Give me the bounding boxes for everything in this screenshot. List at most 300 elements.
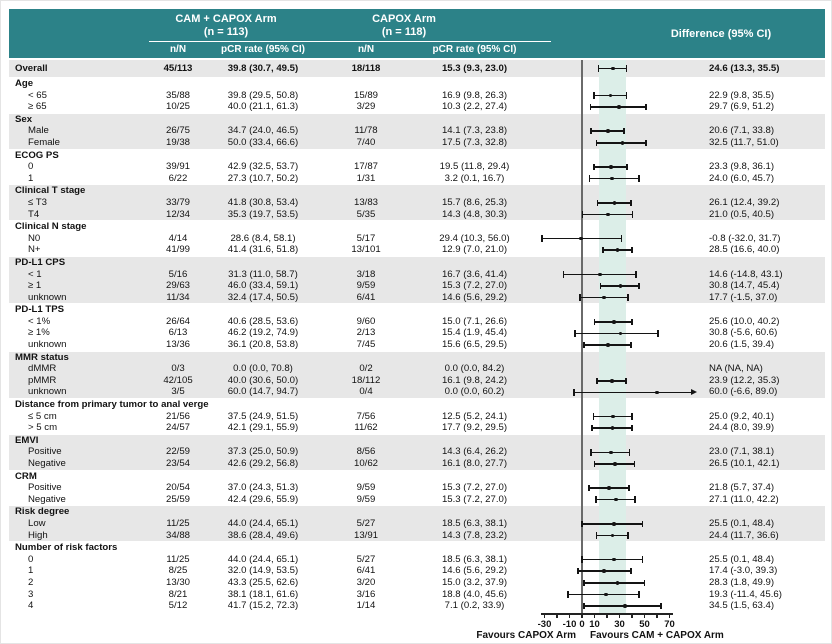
arm2-nn-value: 10/62: [353, 458, 378, 469]
difference-header: Difference (95% CI): [670, 27, 772, 40]
difference-value: 20.6 (1.5, 39.4): [709, 339, 775, 351]
arm1-nn-value: 21/56: [165, 410, 190, 422]
ci-cap-left: [593, 92, 595, 98]
axis-tick-label: 30: [614, 619, 625, 630]
ci-cap-left: [594, 461, 596, 467]
table-row: [9, 554, 825, 566]
table-row: [9, 339, 825, 351]
arm2-nn-value: 9/59: [356, 482, 376, 494]
ci-cap-left: [598, 65, 600, 71]
arm1-pcr-value: [207, 78, 319, 90]
difference-value: 29.7 (6.9, 51.2): [709, 101, 775, 113]
ci-point-estimate: [623, 604, 627, 608]
arm1-pcr-value: [207, 542, 319, 554]
arm2-pcr-value: 15.3 (7.2, 27.0): [441, 280, 508, 292]
subgroup-section: [9, 352, 825, 399]
arm2-pcr-value: [413, 257, 536, 269]
ci-cap-right: [660, 603, 662, 609]
difference-value: 34.5 (1.5, 63.4): [709, 600, 775, 612]
arm2-pcr-value: 29.4 (10.3, 56.0): [439, 232, 510, 244]
ci-point-estimate: [606, 343, 610, 347]
ci-cap-right: [623, 128, 625, 134]
subheader-plot-spacer: [536, 42, 706, 58]
table-row: [9, 363, 825, 375]
ci-cap-right: [642, 556, 644, 562]
ci-point-estimate: [609, 451, 613, 455]
subgroup-label: Male: [28, 125, 49, 137]
arm1-pcr-value: [207, 185, 319, 197]
difference-value: [706, 304, 825, 316]
subgroup-label: < 65: [28, 89, 47, 101]
axis-tick: [669, 613, 671, 618]
arm1-pcr-value: 42.4 (29.6, 55.9): [227, 493, 299, 505]
table-row: [9, 233, 825, 245]
ci-cap-right: [627, 532, 629, 538]
arm1-nn-value: [149, 506, 207, 518]
difference-value: [706, 114, 825, 126]
table-row: [9, 327, 825, 339]
arm1-pcr-value: 0.0 (0.0, 70.8): [233, 363, 293, 375]
arm2-pcr-value: 15.3 (9.3, 23.0): [441, 63, 508, 74]
arm1-pcr-value: [207, 399, 319, 411]
arm2-pcr-value: 0.0 (0.0, 84.2): [444, 363, 505, 375]
arm1-nn-value: 24/57: [165, 422, 190, 434]
ci-cap-left: [583, 342, 585, 348]
arm1-nn-value: 33/79: [165, 196, 190, 208]
arm1-nn-value: 3/5: [171, 386, 185, 398]
table-row: [9, 114, 825, 126]
arm1-pcr-value: 36.1 (20.8, 53.8): [227, 339, 299, 351]
arm2-pcr-value: 14.3 (4.8, 30.3): [441, 208, 508, 220]
subgroup-section: [9, 506, 825, 542]
arm2-pcr-value: 14.3 (6.4, 26.2): [441, 446, 508, 458]
axis-tick: [594, 613, 596, 618]
arm1-nn-value: 11/25: [166, 553, 190, 565]
arm2-nn-value: 9/59: [356, 493, 376, 505]
table-row: [9, 60, 825, 77]
ci-cap-right: [627, 294, 629, 300]
difference-value: 30.8 (14.7, 45.4): [709, 280, 780, 292]
subgroup-label: ≥ 1: [28, 280, 42, 292]
difference-value: 25.5 (0.1, 48.4): [709, 553, 775, 565]
arm1-pcr-value: [207, 150, 319, 162]
arm2-nn-value: [319, 506, 413, 518]
ci-point-estimate: [609, 165, 613, 169]
table-row: [9, 530, 825, 542]
table-row: [9, 435, 825, 447]
ci-point-estimate: [607, 486, 611, 490]
difference-value: [706, 150, 825, 162]
arm2-pcr-value: 15.4 (1.9, 45.4): [441, 327, 508, 339]
ci-cap-left: [596, 532, 598, 538]
difference-value: 28.3 (1.8, 49.9): [709, 576, 775, 588]
difference-value: [706, 185, 825, 197]
difference-value: 23.3 (9.8, 36.1): [709, 161, 775, 173]
arm1-pcr-value: [207, 352, 319, 364]
arm2-nn-value: [319, 542, 413, 554]
ci-line: [575, 333, 658, 335]
subgroup-section: [9, 471, 825, 507]
difference-value: 14.6 (-14.8, 43.1): [709, 268, 783, 280]
arm1-pcr-value: 32.4 (17.4, 50.5): [227, 291, 299, 303]
subgroup-label: Negative: [28, 493, 66, 505]
arm2-nn-value: 13/83: [353, 196, 378, 208]
table-row: [9, 352, 825, 364]
ci-line: [584, 582, 644, 584]
subgroup-label: 0: [28, 161, 34, 173]
table-row: [9, 386, 825, 398]
arm1-nn-value: 13/36: [165, 339, 190, 351]
difference-value: 24.0 (6.0, 45.7): [709, 172, 775, 184]
ci-point-estimate: [619, 284, 623, 288]
difference-value: [706, 221, 825, 233]
ci-cap-right: [635, 271, 637, 277]
ci-cap-left: [597, 200, 599, 206]
table-row: [9, 78, 825, 90]
subgroup-label: MMR status: [15, 351, 69, 363]
axis-tick-label: -30: [537, 619, 552, 630]
table-row: [9, 161, 825, 173]
ci-cap-left: [583, 580, 585, 586]
arm1-pcr-value: 40.0 (30.6, 50.0): [227, 374, 299, 386]
ci-cap-left: [541, 235, 543, 241]
ci-cap-left: [595, 496, 597, 502]
ci-cap-left: [581, 521, 583, 527]
subgroup-section: [9, 150, 825, 186]
arm2-pcr-value: 3.2 (0.1, 16.7): [444, 172, 505, 184]
subgroup-label: 3: [28, 588, 34, 600]
col-header-nn-arm1: n/N: [169, 44, 187, 55]
difference-value: -0.8 (-32.0, 31.7): [709, 232, 781, 244]
arm1-pcr-value: 38.6 (28.4, 49.6): [227, 529, 299, 541]
subgroup-label: T4: [28, 208, 40, 220]
arm1-pcr-value: 39.8 (29.5, 50.8): [227, 89, 299, 101]
ci-cap-left: [581, 556, 583, 562]
ci-cap-left: [574, 330, 576, 336]
ci-arrow-right: [691, 389, 697, 395]
arm1-pcr-value: 44.0 (24.4, 65.1): [227, 553, 299, 565]
axis-tick: [544, 613, 546, 618]
arm1-nn-value: [149, 542, 207, 554]
arm1-nn-value: 6/13: [168, 327, 188, 339]
ci-point-estimate: [606, 129, 610, 133]
arm1-pcr-value: 39.8 (30.7, 49.5): [227, 63, 299, 74]
arm1-nn-value: 13/30: [165, 576, 190, 588]
ci-cap-left: [596, 140, 598, 146]
subgroup-label: EMVI: [15, 434, 39, 446]
subgroup-label: PD-L1 TPS: [15, 304, 65, 316]
difference-value: [706, 399, 825, 411]
ci-point-estimate: [610, 379, 614, 383]
difference-value: [706, 542, 825, 554]
arm2-pcr-value: [413, 399, 536, 411]
difference-value: 19.3 (-11.4, 45.6): [709, 588, 782, 600]
arm2-nn-value: 5/35: [356, 208, 376, 220]
ci-cap-right: [638, 591, 640, 597]
subgroup-section: [9, 542, 825, 613]
ci-cap-right: [657, 330, 659, 336]
subgroup-label: < 1%: [28, 315, 51, 327]
arm1-nn-value: 5/12: [168, 600, 188, 612]
table-row: [9, 316, 825, 328]
arm2-nn-value: [319, 352, 413, 364]
table-row: [9, 506, 825, 518]
subgroup-label: 0: [28, 553, 34, 565]
arm1-pcr-value: 42.6 (29.2, 56.8): [227, 458, 299, 469]
ci-cap-right: [630, 568, 632, 574]
ci-cap-right: [630, 342, 632, 348]
ci-cap-right: [638, 175, 640, 181]
table-row: [9, 446, 825, 458]
difference-value: [706, 435, 825, 447]
arm1-pcr-value: 27.3 (10.7, 50.2): [227, 172, 299, 184]
difference-value: [706, 257, 825, 269]
ci-point-estimate: [612, 320, 616, 324]
difference-value: 60.0 (-6.6, 89.0): [709, 386, 778, 398]
arm1-pcr-value: 35.3 (19.7, 53.5): [227, 208, 299, 220]
subgroup-section: [9, 304, 825, 351]
ci-cap-right: [621, 235, 623, 241]
arm2-pcr-value: 0.0 (0.0, 60.2): [444, 386, 505, 398]
ci-cap-left: [588, 485, 590, 491]
subgroup-label: Clinical N stage: [15, 221, 87, 233]
ci-line: [574, 392, 692, 394]
arm2-nn-value: 0/2: [359, 363, 373, 375]
arm1-pcr-value: 41.7 (15.2, 72.3): [227, 600, 299, 612]
arm1-nn-value: 22/59: [165, 446, 190, 458]
subgroup-label: Sex: [15, 113, 33, 125]
ci-cap-right: [645, 104, 647, 110]
arm1-nn-value: 12/34: [165, 208, 190, 220]
table-row: [9, 482, 825, 494]
ci-cap-left: [583, 603, 585, 609]
arm1-nn-value: 25/59: [165, 493, 190, 505]
arm1-pcr-value: 46.0 (33.4, 59.1): [227, 280, 299, 292]
arm2-nn-value: 5/27: [356, 553, 376, 565]
arm2-nn-value: [319, 304, 413, 316]
difference-value: 25.6 (10.0, 40.2): [709, 315, 780, 327]
subheader-diff-spacer: [706, 42, 825, 58]
col-header-nn-arm2: n/N: [357, 44, 375, 55]
axis-tick-label: 50: [639, 619, 650, 630]
ci-cap-right: [634, 461, 636, 467]
subgroup-section: [9, 399, 825, 435]
axis-tick-label: 0: [579, 619, 585, 630]
arm2-pcr-value: [413, 471, 536, 483]
subgroup-label: Low: [28, 517, 46, 529]
arm1-n: (n = 113): [203, 26, 249, 38]
arm1-nn-value: [149, 352, 207, 364]
arm2-pcr-value: 16.7 (3.6, 41.4): [441, 268, 508, 280]
arm1-pcr-value: [207, 471, 319, 483]
table-row: [9, 221, 825, 233]
subgroup-label: Overall: [15, 63, 48, 74]
table-row: [9, 185, 825, 197]
ci-cap-left: [593, 413, 595, 419]
arm1-pcr-value: 31.3 (11.0, 58.7): [228, 268, 298, 280]
table-row: [9, 494, 825, 506]
favours-left-label: Favours CAPOX Arm: [476, 630, 576, 641]
table-row: [9, 90, 825, 102]
difference-value: 23.0 (7.1, 38.1): [709, 446, 775, 458]
arm1-nn-value: 8/25: [168, 565, 188, 577]
difference-value: 26.1 (12.4, 39.2): [709, 196, 780, 208]
arm1-pcr-value: [207, 221, 319, 233]
difference-value: 30.8 (-5.6, 60.6): [709, 327, 778, 339]
table-row: [9, 280, 825, 292]
arm2-nn-value: 15/89: [353, 89, 378, 101]
ci-cap-left: [579, 294, 581, 300]
difference-value: 32.5 (11.7, 51.0): [709, 136, 779, 148]
arm2-pcr-value: 15.0 (7.1, 26.6): [441, 315, 508, 327]
arm2-pcr-value: 15.6 (6.5, 29.5): [441, 339, 508, 351]
arm2-pcr-value: 15.7 (8.6, 25.3): [441, 196, 508, 208]
arm1-pcr-value: 34.7 (24.0, 46.5): [227, 125, 299, 137]
ci-cap-right: [631, 247, 633, 253]
ci-cap-left: [594, 319, 596, 325]
arm2-pcr-value: 16.1 (8.0, 27.7): [441, 458, 508, 469]
subheader-spacer: [9, 42, 149, 58]
ci-cap-left: [567, 591, 569, 597]
subgroup-label: CRM: [15, 470, 37, 482]
ci-cap-right: [631, 319, 633, 325]
arm1-nn-value: 10/25: [165, 101, 190, 113]
arm1-nn-value: 45/113: [163, 63, 193, 74]
difference-value: 24.4 (11.7, 36.6): [709, 529, 779, 541]
ci-cap-left: [602, 247, 604, 253]
arm2-nn-value: 6/41: [356, 565, 376, 577]
difference-value: 17.4 (-3.0, 39.3): [709, 565, 778, 577]
arm2-pcr-value: [413, 304, 536, 316]
ci-cap-left: [589, 175, 591, 181]
arm1-pcr-value: 37.3 (25.0, 50.9): [227, 446, 299, 458]
ci-cap-right: [626, 65, 628, 71]
arm2-pcr-value: [413, 506, 536, 518]
arm2-pcr-value: 15.3 (7.2, 27.0): [441, 493, 508, 505]
zero-reference-line: [581, 60, 583, 613]
arm2-nn-value: 11/78: [354, 125, 378, 137]
subgroup-section: [9, 185, 825, 221]
arm1-pcr-value: [207, 114, 319, 126]
arm2-pcr-value: 19.5 (11.8, 29.4): [439, 161, 510, 173]
table-row: [9, 125, 825, 137]
arm2-pcr-value: [413, 221, 536, 233]
axis-tick: [656, 613, 658, 618]
arm2-pcr-value: [413, 78, 536, 90]
arm2-nn-value: 7/40: [356, 136, 376, 148]
arm1-nn-value: 4/14: [168, 232, 188, 244]
table-row: [9, 173, 825, 185]
ci-line: [590, 178, 640, 180]
arm2-nn-value: [319, 150, 413, 162]
arm1-nn-value: 0/3: [171, 363, 185, 375]
arm2-pcr-value: 18.8 (4.0, 45.6): [441, 588, 508, 600]
arm2-nn-value: 3/18: [356, 268, 376, 280]
subgroup-label: ≤ 5 cm: [28, 410, 57, 422]
axis-tick: [631, 613, 633, 618]
arm1-pcr-value: 42.1 (29.1, 55.9): [227, 422, 299, 434]
arm2-nn-value: [319, 435, 413, 447]
table-row: [9, 375, 825, 387]
ci-cap-left: [563, 271, 565, 277]
axis-tick-label: 70: [664, 619, 675, 630]
arm1-nn-value: 29/63: [165, 280, 190, 292]
difference-value: NA (NA, NA): [709, 363, 763, 375]
arm2-nn-value: 3/29: [356, 101, 376, 113]
table-header: [9, 9, 825, 58]
arm1-pcr-value: 41.8 (30.8, 53.4): [227, 196, 299, 208]
arm2-nn-value: 2/13: [356, 327, 376, 339]
axis-tick-label: 10: [589, 619, 600, 630]
arm2-pcr-value: [413, 542, 536, 554]
arm2-pcr-value: 17.7 (9.2, 29.5): [441, 422, 508, 434]
arm1-nn-value: [149, 304, 207, 316]
subgroup-label: > 5 cm: [28, 422, 58, 434]
arm2-pcr-value: 12.9 (7.0, 21.0): [441, 244, 508, 256]
arm2-nn-value: 7/45: [356, 339, 376, 351]
arm1-header: [141, 13, 311, 41]
arm2-nn-value: 0/4: [359, 386, 373, 398]
arm1-pcr-value: 42.9 (32.5, 53.7): [227, 161, 299, 173]
arm1-nn-value: 39/91: [165, 161, 190, 173]
arm2-nn-value: 5/17: [356, 232, 376, 244]
subgroup-label: 4: [28, 600, 34, 612]
subgroup-section: [9, 78, 825, 114]
subgroup-label: Clinical T stage: [15, 185, 86, 197]
ci-cap-left: [573, 389, 575, 395]
arm2-pcr-value: 10.3 (2.2, 27.4): [441, 101, 508, 113]
subgroup-table: [9, 9, 825, 613]
arm1-nn-value: 26/64: [165, 315, 190, 327]
table-row: [9, 458, 825, 470]
arm1-nn-value: 5/16: [168, 268, 188, 280]
subgroup-label: dMMR: [28, 363, 57, 375]
arm2-nn-value: 11/62: [354, 422, 378, 434]
ci-cap-left: [600, 283, 602, 289]
arm2-pcr-value: 17.5 (7.3, 32.8): [441, 136, 508, 148]
difference-value: 25.0 (9.2, 40.1): [709, 410, 775, 422]
arm2-nn-value: [319, 185, 413, 197]
subgroup-section: [9, 257, 825, 304]
arm1-nn-value: 35/88: [165, 89, 190, 101]
arm1-nn-value: [149, 399, 207, 411]
arm2-nn-value: [319, 471, 413, 483]
arm1-pcr-value: 37.0 (24.3, 51.3): [227, 482, 299, 494]
arm2-nn-value: 7/56: [356, 410, 376, 422]
arm1-nn-value: 6/22: [168, 172, 188, 184]
subgroup-label: Distance from primary tumor to anal verge: [15, 399, 209, 411]
arm1-pcr-value: [207, 257, 319, 269]
subgroup-label: ≥ 65: [28, 101, 47, 113]
difference-value: [706, 78, 825, 90]
table-row: [9, 244, 825, 256]
arm2-nn-value: 1/31: [356, 172, 376, 184]
ci-cap-left: [582, 211, 584, 217]
arm2-pcr-value: 18.5 (6.3, 38.1): [441, 553, 508, 565]
column-subheader: [9, 42, 825, 58]
ci-cap-right: [630, 200, 632, 206]
difference-value: 20.6 (7.1, 33.8): [709, 125, 775, 137]
ci-point-estimate: [612, 522, 616, 526]
ci-point-estimate: [613, 201, 617, 205]
difference-value: 24.6 (13.3, 35.5): [709, 63, 780, 74]
arm2-pcr-value: 15.0 (3.2, 37.9): [441, 576, 508, 588]
arm1-nn-value: [149, 435, 207, 447]
arm2-pcr-value: [413, 114, 536, 126]
arm2-nn-value: 13/91: [353, 529, 378, 541]
arm1-name: CAM + CAPOX Arm: [175, 13, 277, 25]
arm2-pcr-value: [413, 352, 536, 364]
